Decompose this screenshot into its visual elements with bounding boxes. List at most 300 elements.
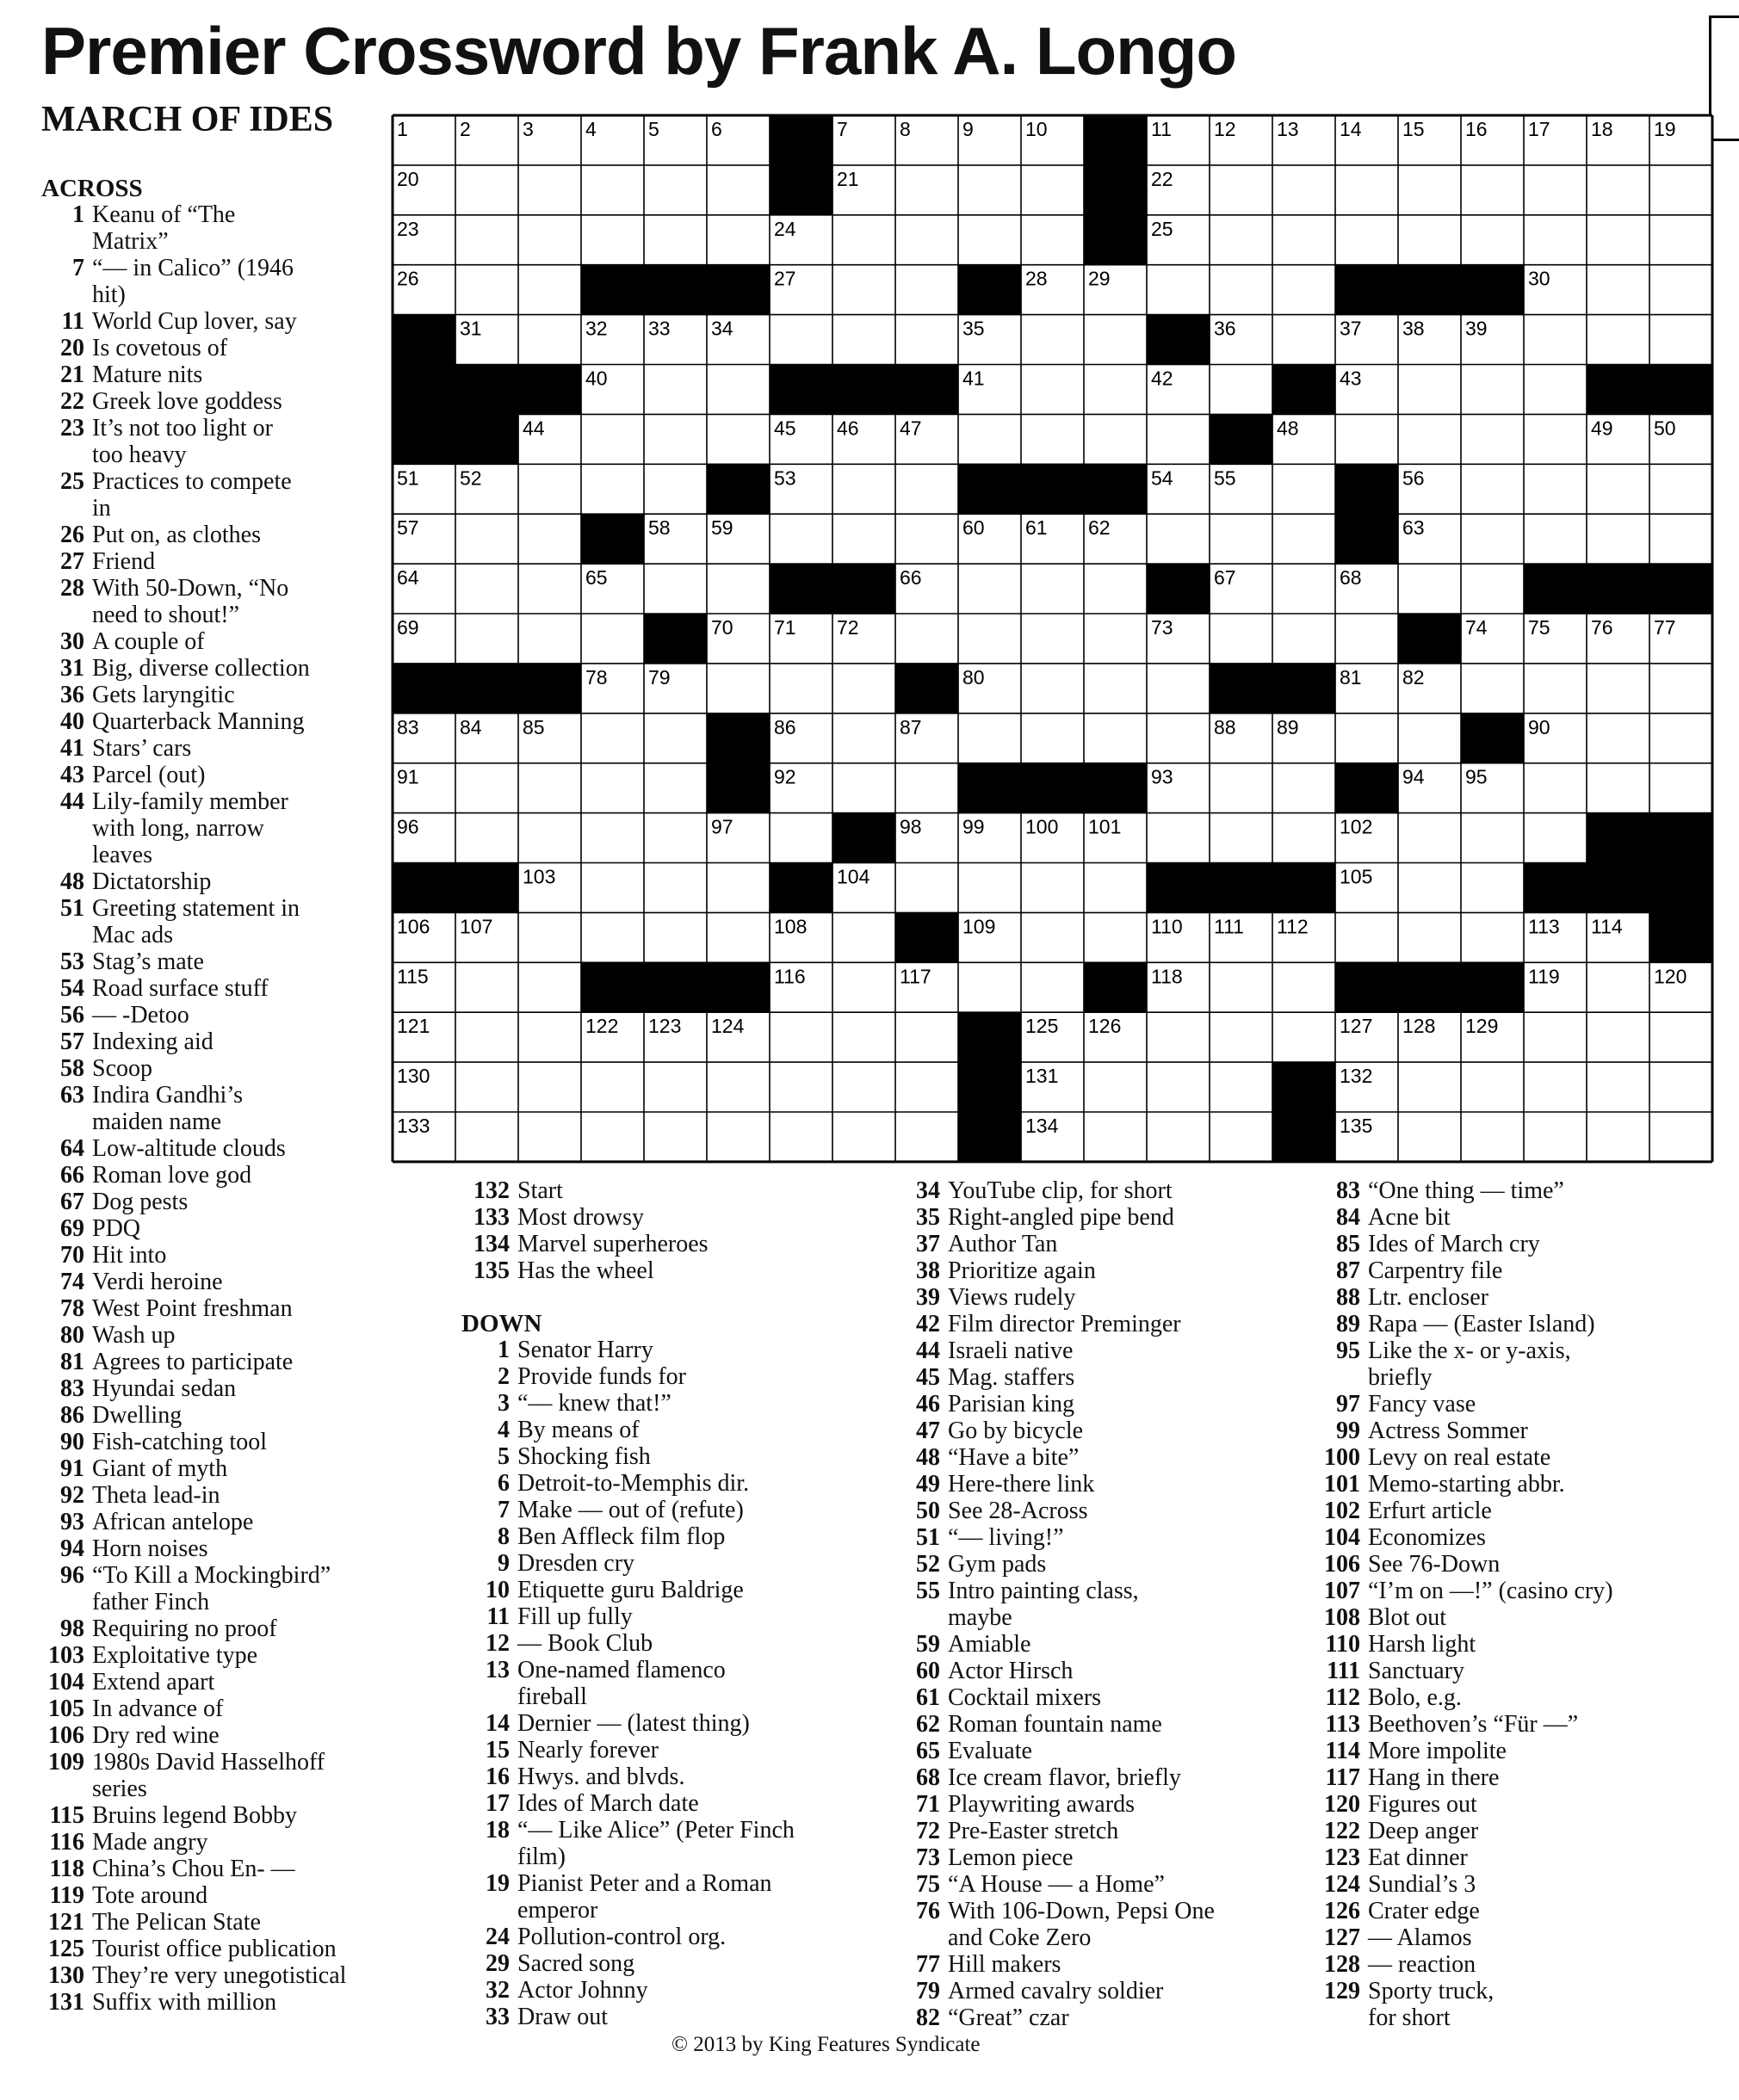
- clue-text: [92, 1642, 420, 1669]
- cell-number: 69: [397, 616, 419, 639]
- cell-number: 31: [460, 317, 482, 340]
- cell-number: 7: [837, 118, 848, 140]
- clue-item: [1307, 1524, 1737, 1551]
- black-square: [1524, 863, 1587, 914]
- clue-line: Exploitative type: [92, 1642, 258, 1669]
- clue-item: [895, 1471, 1300, 1498]
- clue-text: [1368, 1177, 1737, 1204]
- clue-line: Beethoven’s “Für —”: [1368, 1711, 1579, 1738]
- clue-line: Lemon piece: [948, 1844, 1074, 1871]
- clue-text: [948, 1844, 1300, 1871]
- cell-number: 29: [1088, 267, 1111, 290]
- clue-line: Has the wheel: [517, 1257, 654, 1284]
- clue-line: Ice cream flavor, briefly: [948, 1764, 1181, 1791]
- clue-text: [92, 388, 420, 415]
- clue-line: Figures out: [1368, 1791, 1477, 1818]
- cell-number: 81: [1340, 665, 1362, 689]
- clue-number: 38: [916, 1257, 940, 1284]
- cell-number: 99: [962, 815, 985, 838]
- cell-number: 18: [1591, 118, 1613, 140]
- cell-number: 22: [1151, 167, 1173, 190]
- clue-line: Actor Johnny: [517, 1977, 648, 2004]
- black-square: [1649, 564, 1713, 615]
- clue-line: Made angry: [92, 1829, 208, 1856]
- clue-text: [92, 1322, 420, 1349]
- clue-number: 21: [60, 361, 84, 388]
- clue-number: 123: [1324, 1844, 1360, 1871]
- clue-text: [1368, 1284, 1737, 1311]
- clue-number: 96: [60, 1562, 84, 1589]
- clue-line: Pianist Peter and a Roman: [517, 1870, 772, 1897]
- clue-text: [1368, 1444, 1737, 1471]
- clue-line: Big, diverse collection: [92, 655, 310, 682]
- clue-line: Film director Preminger: [948, 1311, 1181, 1337]
- clue-line: Put on, as clothes: [92, 522, 261, 548]
- cell-number: 6: [711, 118, 722, 140]
- clue-line: Roman fountain name: [948, 1711, 1162, 1738]
- clue-text: [92, 255, 420, 308]
- cell-number: 98: [900, 815, 922, 838]
- clue-line: — Book Club: [517, 1630, 653, 1657]
- clue-text: [92, 895, 420, 948]
- clue-text: [517, 1550, 875, 1577]
- clue-number: 74: [60, 1269, 84, 1295]
- clue-item: [1307, 1764, 1737, 1791]
- clue-line: Hit into: [92, 1242, 167, 1269]
- clue-text: [92, 1535, 420, 1562]
- cell-number: 75: [1528, 616, 1550, 639]
- clue-text: [948, 1257, 1300, 1284]
- clue-text: [517, 1577, 875, 1603]
- clue-item: [41, 655, 420, 682]
- cell-number: 70: [711, 616, 733, 639]
- black-square: [1587, 365, 1650, 416]
- clue-item: [1307, 1871, 1737, 1898]
- clue-line: Deep anger: [1368, 1818, 1479, 1844]
- clue-line: Pre-Easter stretch: [948, 1818, 1119, 1844]
- clue-line: West Point freshman: [92, 1295, 293, 1322]
- clue-line: PDQ: [92, 1215, 141, 1242]
- clue-item: [895, 1578, 1300, 1631]
- cell-number: 72: [837, 616, 859, 639]
- clue-text: [517, 1630, 875, 1657]
- cell-number: 85: [523, 715, 545, 738]
- clue-line: “— knew that!”: [517, 1390, 671, 1417]
- clue-column-across: [41, 176, 420, 2016]
- clue-text: [92, 1615, 420, 1642]
- cell-number: 32: [585, 317, 608, 340]
- clue-line: Low-altitude clouds: [92, 1135, 286, 1162]
- black-square: [895, 365, 959, 416]
- clue-text: [1368, 1471, 1737, 1498]
- clue-line: Hang in there: [1368, 1764, 1500, 1791]
- clue-item: [461, 1204, 875, 1231]
- clue-number: 41: [60, 735, 84, 762]
- clue-text: [948, 1738, 1300, 1764]
- cell-number: 120: [1654, 965, 1687, 988]
- cell-number: 52: [460, 466, 482, 490]
- clue-item: [895, 1764, 1300, 1791]
- clue-text: [1368, 1204, 1737, 1231]
- clue-line: Intro painting class,: [948, 1578, 1139, 1604]
- clue-number: 132: [473, 1177, 510, 1204]
- black-square: [707, 962, 770, 1013]
- clue-item: [461, 1710, 875, 1737]
- clue-item: [1307, 1684, 1737, 1711]
- clue-number: 31: [60, 655, 84, 682]
- clue-number: 39: [916, 1284, 940, 1311]
- black-square: [518, 365, 582, 416]
- clue-item: [41, 1962, 420, 1989]
- clue-line: Amiable: [948, 1631, 1031, 1658]
- clue-item: [895, 1658, 1300, 1684]
- clue-item: [895, 1204, 1300, 1231]
- clue-line: Harsh light: [1368, 1631, 1476, 1658]
- clue-number: 92: [60, 1482, 84, 1509]
- clue-item: [1307, 1738, 1737, 1764]
- clue-number: 91: [60, 1455, 84, 1482]
- cell-number: 132: [1340, 1065, 1373, 1088]
- clue-text: [948, 1311, 1300, 1337]
- clue-line: Verdi heroine: [92, 1269, 223, 1295]
- clue-item: [461, 1550, 875, 1577]
- clue-text: [92, 468, 420, 522]
- clue-number: 133: [473, 1204, 510, 1231]
- cell-number: 42: [1151, 367, 1173, 390]
- black-square: [1210, 863, 1273, 914]
- clue-number: 1: [498, 1337, 510, 1363]
- clue-text: [92, 1375, 420, 1402]
- cell-number: 96: [397, 815, 419, 838]
- clue-item: [41, 468, 420, 522]
- clue-item: [41, 308, 420, 335]
- clue-number: 88: [1336, 1284, 1360, 1311]
- clue-number: 36: [60, 682, 84, 708]
- clue-text: [948, 2004, 1300, 2031]
- black-square: [1398, 265, 1462, 316]
- clue-text: [517, 1470, 875, 1497]
- cell-number: 108: [774, 915, 808, 938]
- cell-number: 16: [1465, 118, 1488, 140]
- clue-number: 47: [916, 1418, 940, 1444]
- clue-item: [41, 1695, 420, 1722]
- clue-text: [92, 868, 420, 895]
- clue-number: 69: [60, 1215, 84, 1242]
- clue-item: [41, 735, 420, 762]
- clue-number: 111: [1327, 1658, 1360, 1684]
- clue-line: Greek love goddess: [92, 388, 282, 415]
- clue-item: [461, 1390, 875, 1417]
- clue-item: [41, 1669, 420, 1695]
- clue-number: 135: [473, 1257, 510, 1284]
- clue-item: [895, 1418, 1300, 1444]
- clue-number: 71: [916, 1791, 940, 1818]
- clue-number: 94: [60, 1535, 84, 1562]
- clue-number: 64: [60, 1135, 84, 1162]
- clue-number: 97: [1336, 1391, 1360, 1418]
- cell-number: 45: [774, 417, 796, 440]
- clue-line: briefly: [1368, 1364, 1433, 1391]
- clue-line: Stars’ cars: [92, 735, 192, 762]
- clue-number: 104: [48, 1669, 84, 1695]
- clue-number: 15: [486, 1737, 510, 1763]
- clue-text: [92, 201, 420, 255]
- clue-text: [948, 1524, 1300, 1551]
- clue-text: [948, 1871, 1300, 1898]
- clue-line: Blot out: [1368, 1604, 1447, 1631]
- clue-number: 29: [486, 1950, 510, 1977]
- clue-item: [41, 1882, 420, 1909]
- cell-number: 134: [1025, 1115, 1059, 1137]
- clue-text: [948, 1204, 1300, 1231]
- cell-number: 38: [1402, 317, 1425, 340]
- clue-line: — -Detoo: [92, 1002, 189, 1028]
- clue-line: Requiring no proof: [92, 1615, 277, 1642]
- black-square: [1335, 962, 1399, 1013]
- clue-number: 80: [60, 1322, 84, 1349]
- cell-number: 103: [523, 865, 556, 888]
- black-square: [1398, 614, 1462, 664]
- black-square: [958, 763, 1022, 814]
- clue-item: [895, 1844, 1300, 1871]
- clue-text: [1368, 1658, 1737, 1684]
- clue-number: 83: [60, 1375, 84, 1402]
- black-square: [1335, 514, 1399, 565]
- clue-line: Actor Hirsch: [948, 1658, 1074, 1684]
- black-square: [644, 962, 708, 1013]
- clue-number: 12: [486, 1630, 510, 1657]
- clue-item: [895, 1177, 1300, 1204]
- clue-line: for short: [1368, 2004, 1451, 2031]
- clue-line: father Finch: [92, 1589, 210, 1615]
- clue-text: [1368, 1898, 1737, 1924]
- cell-number: 54: [1151, 466, 1173, 490]
- clue-item: [41, 1936, 420, 1962]
- black-square: [1649, 365, 1713, 416]
- clue-item: [895, 1311, 1300, 1337]
- clue-text: [1368, 1738, 1737, 1764]
- clue-number: 13: [486, 1657, 510, 1683]
- puzzle-title: MARCH OF IDES: [41, 100, 334, 139]
- clue-item: [41, 1509, 420, 1535]
- clue-line: Armed cavalry soldier: [948, 1978, 1164, 2004]
- black-square: [455, 863, 519, 914]
- clue-number: 102: [1324, 1498, 1360, 1524]
- clue-text: [92, 1962, 420, 1989]
- clue-item: [41, 868, 420, 895]
- clue-number: 62: [916, 1711, 940, 1738]
- clue-item: [461, 1870, 875, 1924]
- clue-line: “— living!”: [948, 1524, 1064, 1551]
- clue-item: [41, 1135, 420, 1162]
- cell-number: 128: [1402, 1015, 1436, 1038]
- black-square: [707, 265, 770, 316]
- clue-line: Nearly forever: [517, 1737, 659, 1763]
- black-square: [958, 265, 1022, 316]
- black-square: [958, 1062, 1022, 1113]
- clue-item: [895, 1391, 1300, 1418]
- cell-number: 83: [397, 715, 419, 738]
- clue-text: [92, 1882, 420, 1909]
- clue-line: Sacred song: [517, 1950, 635, 1977]
- cell-number: 110: [1151, 915, 1183, 938]
- clue-line: Gym pads: [948, 1551, 1047, 1578]
- clue-line: Ides of March date: [517, 1790, 699, 1817]
- clue-line: China’s Chou En- —: [92, 1856, 295, 1882]
- clue-number: 124: [1324, 1871, 1360, 1898]
- clue-line: African antelope: [92, 1509, 254, 1535]
- clue-line: Go by bicycle: [948, 1418, 1084, 1444]
- cell-number: 65: [585, 566, 608, 590]
- clue-column-2: [461, 1177, 875, 2030]
- clue-line: too heavy: [92, 442, 187, 468]
- clue-line: Acne bit: [1368, 1204, 1451, 1231]
- cell-number: 3: [523, 118, 534, 140]
- clue-item: [895, 1871, 1300, 1898]
- clue-number: 50: [916, 1498, 940, 1524]
- clue-item: [461, 1363, 875, 1390]
- clue-number: 52: [916, 1551, 940, 1578]
- clue-item: [41, 762, 420, 788]
- clue-line: Extend apart: [92, 1669, 215, 1695]
- clue-item: [41, 1829, 420, 1856]
- black-square: [1147, 315, 1210, 366]
- clue-item: [461, 1257, 875, 1284]
- clue-item: [41, 1535, 420, 1562]
- clue-text: [948, 1177, 1300, 1204]
- clue-number: 129: [1324, 1978, 1360, 2004]
- clue-number: 75: [916, 1871, 940, 1898]
- black-square: [1272, 1062, 1336, 1113]
- clue-item: [895, 1951, 1300, 1978]
- clue-text: [948, 1791, 1300, 1818]
- clue-line: See 76-Down: [1368, 1551, 1501, 1578]
- clue-text: [1368, 1764, 1737, 1791]
- cell-number: 129: [1465, 1015, 1499, 1038]
- clue-line: and Coke Zero: [948, 1924, 1092, 1951]
- black-square: [1272, 1112, 1336, 1163]
- black-square: [1649, 912, 1713, 963]
- black-square: [644, 265, 708, 316]
- clue-text: [948, 1231, 1300, 1257]
- clue-text: [1368, 1578, 1737, 1604]
- clue-text: [517, 1443, 875, 1470]
- clue-item: [895, 1524, 1300, 1551]
- clue-text: [948, 1898, 1300, 1951]
- clue-number: 90: [60, 1429, 84, 1455]
- clue-number: 4: [498, 1417, 510, 1443]
- clue-number: 8: [498, 1523, 510, 1550]
- clue-item: [41, 1642, 420, 1669]
- clue-number: 77: [916, 1951, 940, 1978]
- clue-text: [948, 1444, 1300, 1471]
- cell-number: 127: [1340, 1015, 1373, 1038]
- clue-text: [92, 682, 420, 708]
- clue-text: [517, 1603, 875, 1630]
- clue-text: [517, 1710, 875, 1737]
- clue-line: One-named flamenco: [517, 1657, 726, 1683]
- clue-item: [41, 201, 420, 255]
- clue-number: 48: [60, 868, 84, 895]
- clue-item: [41, 1055, 420, 1082]
- clue-number: 56: [60, 1002, 84, 1028]
- clue-number: 108: [1324, 1604, 1360, 1631]
- black-square: [1210, 664, 1273, 714]
- clue-text: [948, 1284, 1300, 1311]
- cell-number: 13: [1277, 118, 1299, 140]
- clue-section-heading: DOWN: [461, 1310, 542, 1337]
- clue-text: [1368, 1418, 1737, 1444]
- black-square: [1147, 863, 1210, 914]
- clue-number: 40: [60, 708, 84, 735]
- clue-item: [41, 1189, 420, 1215]
- black-square: [1461, 265, 1525, 316]
- clue-number: 6: [498, 1470, 510, 1497]
- clue-text: [517, 1870, 875, 1924]
- black-square: [1147, 564, 1210, 615]
- clue-line: “To Kill a Mockingbird”: [92, 1562, 331, 1589]
- clue-item: [895, 1684, 1300, 1711]
- clue-line: Dresden cry: [517, 1550, 635, 1577]
- clue-text: [92, 522, 420, 548]
- clue-number: 11: [61, 308, 84, 335]
- clue-item: [1307, 1337, 1737, 1391]
- clue-text: [92, 762, 420, 788]
- black-square: [581, 514, 645, 565]
- cell-number: 64: [397, 566, 419, 590]
- clue-item: [41, 1402, 420, 1429]
- clue-text: [1368, 1498, 1737, 1524]
- clue-text: [92, 1669, 420, 1695]
- clue-number: 53: [60, 948, 84, 975]
- clue-line: Mag. staffers: [948, 1364, 1075, 1391]
- clue-line: YouTube clip, for short: [948, 1177, 1173, 1204]
- clue-item: [461, 2004, 875, 2030]
- clue-item: [41, 1482, 420, 1509]
- clue-item: [895, 1898, 1300, 1951]
- black-square: [581, 265, 645, 316]
- clue-item: [895, 1791, 1300, 1818]
- clue-line: hit): [92, 281, 126, 308]
- cell-number: 84: [460, 715, 482, 738]
- cell-number: 135: [1340, 1115, 1373, 1137]
- clue-text: [517, 1977, 875, 2004]
- cell-number: 133: [397, 1115, 430, 1137]
- clue-number: 51: [60, 895, 84, 922]
- clue-line: Stag’s mate: [92, 948, 204, 975]
- clue-line: It’s not too light or: [92, 415, 273, 442]
- clue-item: [895, 2004, 1300, 2031]
- copyright-notice: © 2013 by King Features Syndicate: [671, 2033, 981, 2056]
- cell-number: 100: [1025, 815, 1059, 838]
- clue-number: 44: [916, 1337, 940, 1364]
- clue-line: Like the x- or y-axis,: [1368, 1337, 1571, 1364]
- clue-item: [41, 895, 420, 948]
- clue-item: [895, 1231, 1300, 1257]
- clue-text: [517, 1177, 875, 1204]
- clue-text: [92, 335, 420, 361]
- clue-text: [92, 975, 420, 1002]
- clue-text: [92, 708, 420, 735]
- clue-item: [461, 1737, 875, 1763]
- clue-number: 44: [60, 788, 84, 815]
- clue-line: Practices to compete: [92, 468, 292, 495]
- clue-text: [948, 1364, 1300, 1391]
- clue-item: [895, 1444, 1300, 1471]
- clue-line: Detroit-to-Memphis dir.: [517, 1470, 750, 1497]
- cell-number: 93: [1151, 765, 1173, 788]
- clue-item: [41, 1269, 420, 1295]
